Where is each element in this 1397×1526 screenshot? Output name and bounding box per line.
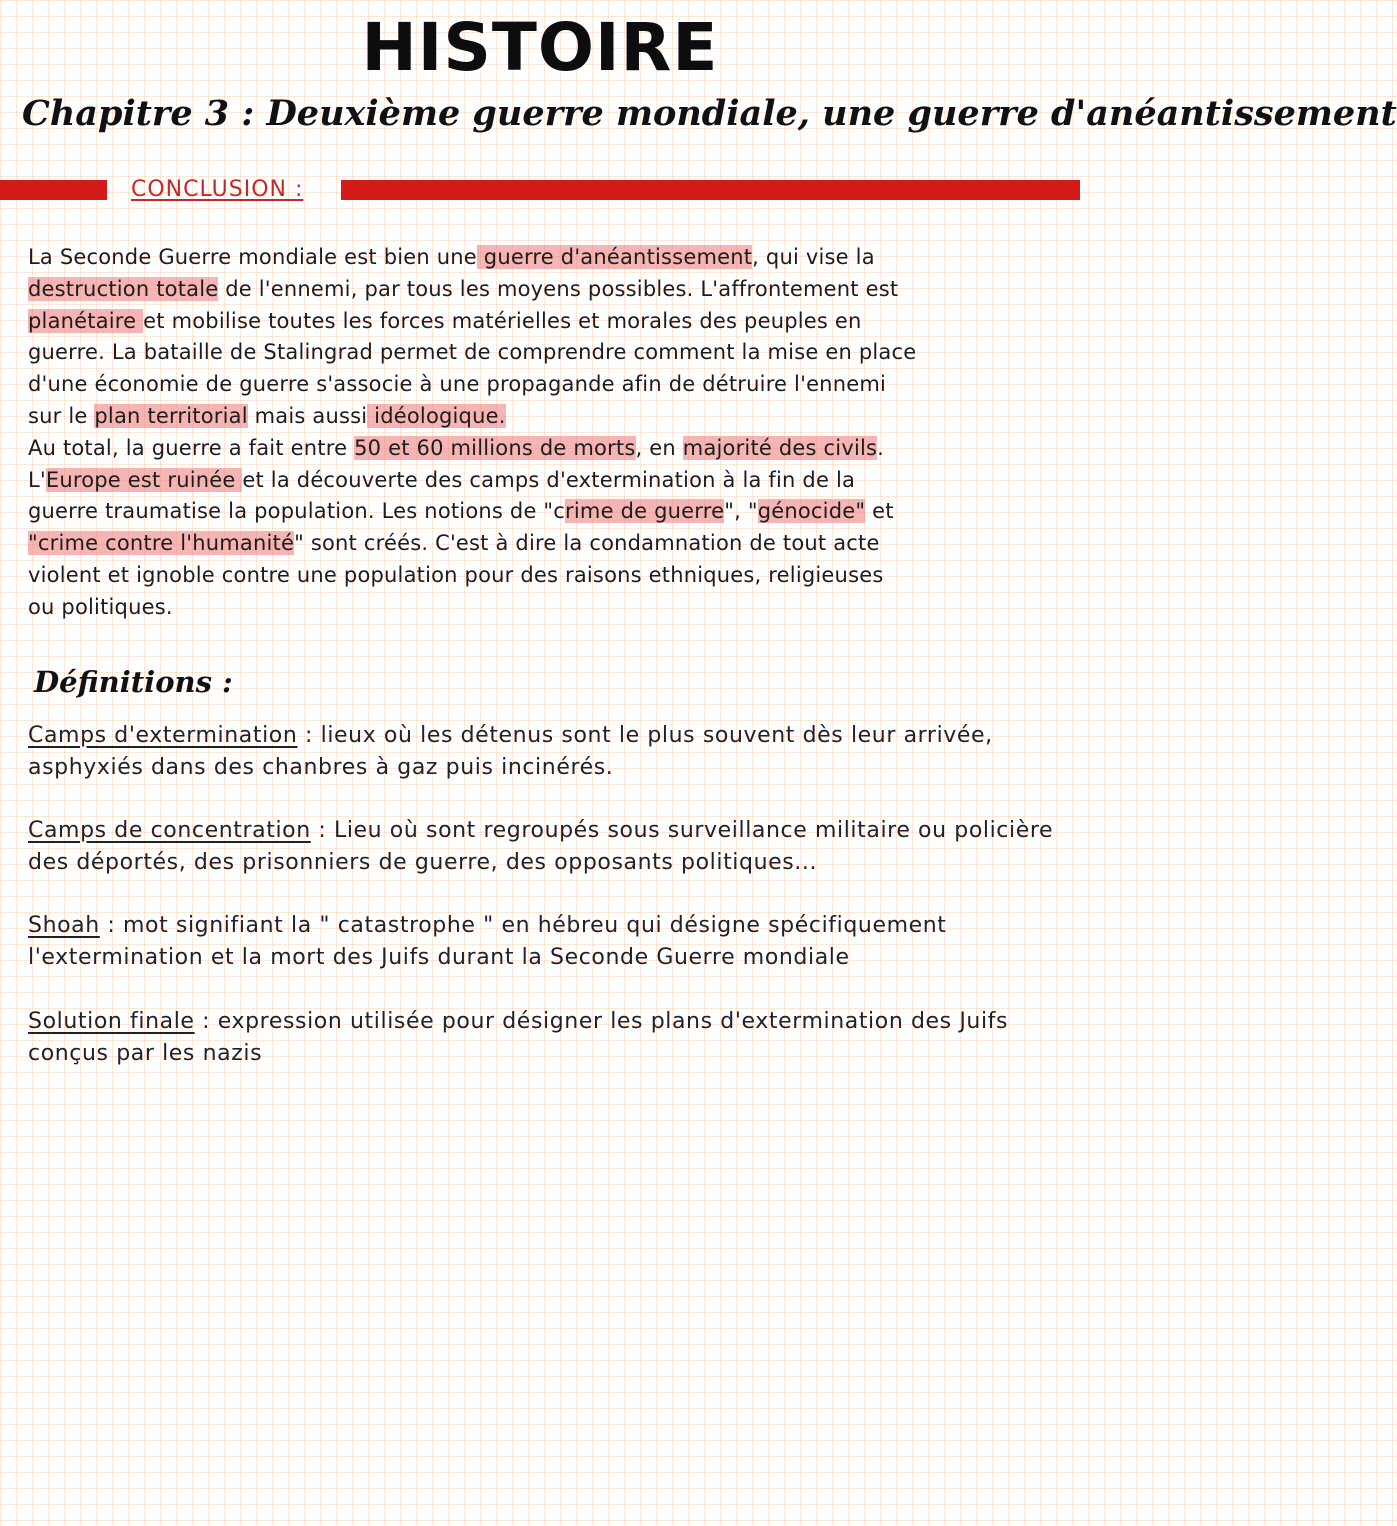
conclusion-text: et xyxy=(865,499,894,524)
heading-bar-left xyxy=(0,180,107,200)
definition-line xyxy=(28,815,1054,847)
conclusion-line xyxy=(28,337,1068,369)
highlighted-text: majorité des civils xyxy=(682,435,878,460)
definition-term: Camps d'extermination xyxy=(28,723,298,748)
definition-text: asphyxiés dans des chanbres à gaz puis incinérés. xyxy=(28,755,614,780)
conclusion-text: " sont créés. C'est à dire la condamnation de tout acte xyxy=(294,531,880,556)
conclusion-text: guerre. La bataille de Stalingrad permet de comprendre comment la mise en place xyxy=(28,340,917,365)
conclusion-text: L' xyxy=(28,467,46,492)
conclusion-line xyxy=(28,306,1068,338)
conclusion-text: mais aussi xyxy=(247,403,368,428)
conclusion-text: , en xyxy=(635,435,683,460)
definition-item xyxy=(28,720,1028,784)
conclusion-text: La Seconde Guerre mondiale est bien une xyxy=(28,245,477,269)
highlighted-text: rime de guerre xyxy=(565,499,725,524)
page-title: HISTOIRE xyxy=(361,9,719,86)
conclusion-text: et la découverte des camps d'extermination à la fin de la xyxy=(242,467,856,492)
highlighted-text: idéologique. xyxy=(367,403,506,428)
definition-text: : lieux où les détenus sont le plus souvent dès leur arrivée, xyxy=(297,723,993,748)
conclusion-text: sur le xyxy=(28,403,95,428)
definition-text: : mot signifiant la " catastrophe " en hébreu qui désigne spécifiquement xyxy=(99,913,947,938)
highlighted-text: destruction totale xyxy=(28,276,219,301)
definition-line xyxy=(28,910,1028,942)
conclusion-line xyxy=(28,369,1068,401)
definition-term: Shoah xyxy=(28,913,100,938)
definition-text: : expression utilisée pour désigner les plans d'extermination des Juifs xyxy=(194,1009,1009,1034)
definitions-heading: Définitions : xyxy=(34,665,233,699)
conclusion-line xyxy=(28,401,1068,433)
conclusion-line xyxy=(28,592,1068,624)
conclusion-line xyxy=(28,560,1068,592)
definition-item xyxy=(28,1006,1028,1070)
conclusion-text: , qui vise la xyxy=(752,245,875,269)
definition-text: : Lieu où sont regroupés sous surveillance militaire ou policière xyxy=(310,818,1054,843)
highlighted-text: guerre d'anéantissement xyxy=(476,245,753,269)
conclusion-text: ou politiques. xyxy=(28,594,173,619)
conclusion-text: et mobilise toutes les forces matérielles et morales des peuples en xyxy=(143,308,862,333)
highlighted-text: Europe est ruinée xyxy=(45,467,243,492)
definition-line xyxy=(28,720,1028,752)
conclusion-heading: CONCLUSION : xyxy=(131,177,304,202)
conclusion-line xyxy=(28,496,1068,528)
highlighted-text: planétaire xyxy=(28,308,144,333)
highlighted-text: génocide" xyxy=(757,499,866,524)
conclusion-line xyxy=(28,465,1068,497)
definition-text: conçus par les nazis xyxy=(28,1041,263,1066)
definition-item xyxy=(28,910,1028,974)
definition-item xyxy=(28,815,1054,879)
highlighted-text: "crime contre l'humanité xyxy=(28,531,295,556)
conclusion-text: guerre traumatise la population. Les notions de "c xyxy=(28,499,566,524)
definition-term: Solution finale xyxy=(28,1009,195,1034)
definition-term: Camps de concentration xyxy=(28,818,311,843)
conclusion-text: de l'ennemi, par tous les moyens possibles. L'affrontement est xyxy=(218,276,899,301)
highlighted-text: plan territorial xyxy=(94,403,248,428)
conclusion-text: ", " xyxy=(724,499,758,524)
definition-text: des déportés, des prisonniers de guerre, des opposants politiques... xyxy=(28,850,818,875)
definition-text: l'extermination et la mort des Juifs durant la Seconde Guerre mondiale xyxy=(28,945,850,970)
highlighted-text: 50 et 60 millions de morts xyxy=(354,435,636,460)
conclusion-line xyxy=(28,433,1068,465)
heading-bar-right xyxy=(341,180,1080,200)
conclusion-text: . xyxy=(877,435,885,460)
conclusion-line xyxy=(28,242,1068,274)
conclusion-line xyxy=(28,528,1068,560)
conclusion-text: d'une économie de guerre s'associe à une propagande afin de détruire l'ennemi xyxy=(28,372,887,397)
chapter-subtitle: Chapitre 3 : Deuxième guerre mondiale, une guerre d'anéantissement xyxy=(22,93,1397,134)
conclusion-line xyxy=(28,274,1068,306)
conclusion-text: Au total, la guerre a fait entre xyxy=(28,435,355,460)
conclusion-paragraph xyxy=(28,242,1068,624)
definition-line xyxy=(28,1006,1028,1038)
conclusion-text: violent et ignoble contre une population pour des raisons ethniques, religieuses xyxy=(28,562,884,587)
